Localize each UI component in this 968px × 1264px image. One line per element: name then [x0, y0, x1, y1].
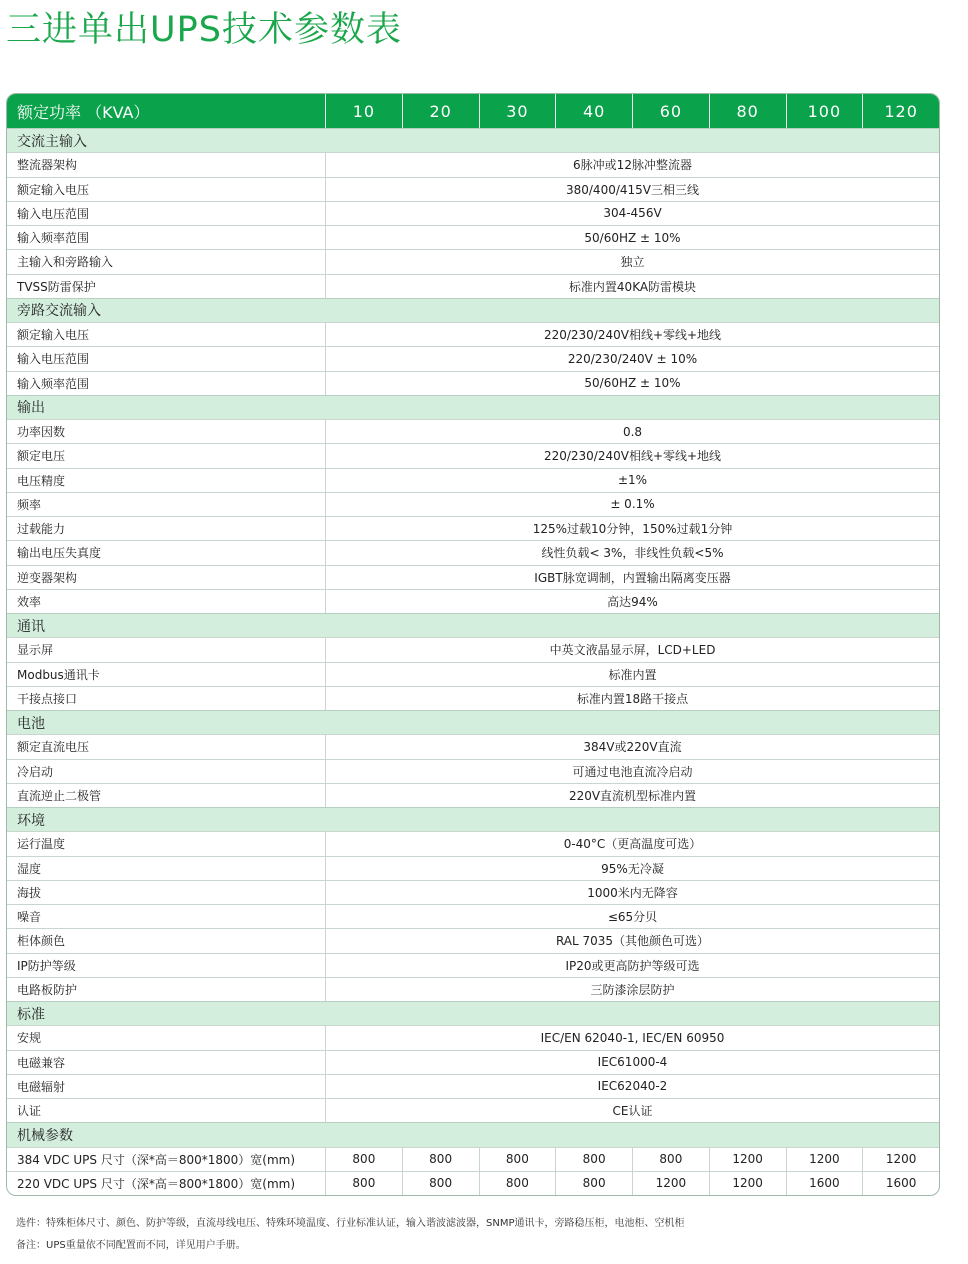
- table-row: [7, 540, 939, 564]
- row-label: 过载能力: [7, 517, 326, 540]
- table-row: [7, 662, 939, 686]
- header-capacity-column: 80: [710, 94, 787, 128]
- section-header: 机械参数: [7, 1122, 939, 1146]
- table-row: [7, 249, 939, 273]
- row-label: 安规: [7, 1026, 326, 1049]
- row-value: 可通过电池直流冷启动: [572, 764, 693, 779]
- row-value: 50/60HZ ± 10%: [584, 230, 681, 245]
- table-row: [7, 419, 939, 443]
- section-header: 通讯: [7, 613, 939, 637]
- row-label: 220 VDC UPS 尺寸（深*高＝800*1800）宽(mm): [7, 1172, 326, 1195]
- row-label: 直流逆止二极管: [7, 784, 326, 807]
- footnote-remark: 备注：UPS重量依不同配置而不同，详见用户手册。: [16, 1240, 246, 1251]
- row-value: 304-456V: [603, 206, 662, 221]
- table-row: [7, 201, 939, 225]
- row-label: Modbus通讯卡: [7, 663, 326, 686]
- row-value-cell: 800: [403, 1148, 480, 1171]
- row-label: 效率: [7, 590, 326, 613]
- row-values: [326, 1148, 939, 1171]
- row-label: 认证: [7, 1099, 326, 1122]
- spec-table: [6, 93, 940, 1196]
- row-value: 384V或220V直流: [583, 740, 682, 755]
- row-value: 95%无冷凝: [601, 861, 664, 876]
- row-value: 独立: [620, 255, 645, 270]
- row-value-cell: 800: [480, 1172, 557, 1195]
- row-value: 中英文液晶显示屏，LCD+LED: [549, 643, 716, 658]
- row-label: 输入频率范围: [7, 372, 326, 395]
- section-header: 电池: [7, 710, 939, 734]
- table-row: [7, 565, 939, 589]
- row-value: 125%过载10分钟，150%过载1分钟: [532, 522, 733, 537]
- section-header: 环境: [7, 807, 939, 831]
- row-value: 50/60HZ ± 10%: [584, 376, 681, 391]
- section-header: 旁路交流输入: [7, 298, 939, 322]
- table-row: [7, 953, 939, 977]
- row-value: 220/230/240V相线+零线+地线: [543, 449, 722, 464]
- table-row: [7, 686, 939, 710]
- row-value: 1000米内无降容: [587, 885, 678, 900]
- row-label: 输入频率范围: [7, 226, 326, 249]
- row-value: CE认证: [612, 1104, 653, 1119]
- table-row: [7, 1025, 939, 1049]
- row-value-cell: 1600: [885, 1176, 917, 1191]
- row-label: 噪音: [7, 905, 326, 928]
- row-value-cell: 1200: [787, 1148, 864, 1171]
- row-value: 三防漆涂层防护: [590, 982, 675, 997]
- table-row: [7, 783, 939, 807]
- table-row: [7, 443, 939, 467]
- row-value: ± 0.1%: [610, 497, 655, 512]
- row-value-cell: 800: [326, 1148, 403, 1171]
- header-capacity-column: 120: [884, 101, 918, 121]
- table-row: [7, 492, 939, 516]
- row-label: 电压精度: [7, 469, 326, 492]
- footnote-options: 选件：特殊柜体尺寸、颜色、防护等级，直流母线电压、特殊环境温度、行业标准认证，输入谐波滤波器，SNMP通讯卡，旁路稳压柜，电池柜、空机柜: [16, 1218, 685, 1229]
- row-value-cell: 800: [403, 1172, 480, 1195]
- row-value: RAL 7035（其他颜色可选）: [555, 934, 710, 949]
- section-header: 输出: [7, 395, 939, 419]
- row-value-cell: 1200: [885, 1152, 917, 1167]
- header-capacity-column: 60: [633, 94, 710, 128]
- row-value-cell: 800: [633, 1148, 710, 1171]
- header-capacity-column: 100: [787, 94, 864, 128]
- row-value-cell: 800: [480, 1148, 557, 1171]
- row-label: 额定输入电压: [7, 323, 326, 346]
- table-row: [7, 152, 939, 176]
- table-row: [7, 516, 939, 540]
- row-value-cell: 800: [556, 1148, 633, 1171]
- row-label: 电路板防护: [7, 978, 326, 1001]
- row-label: 柜体颜色: [7, 929, 326, 952]
- table-header-row: [7, 94, 939, 128]
- row-value: IEC62040-2: [597, 1079, 668, 1094]
- row-label: 逆变器架构: [7, 566, 326, 589]
- row-label: 干接点接口: [7, 687, 326, 710]
- row-value: ±1%: [617, 473, 648, 488]
- row-label: 海拔: [7, 881, 326, 904]
- row-value: IEC/EN 62040-1, IEC/EN 60950: [540, 1030, 725, 1045]
- row-label: TVSS防雷保护: [7, 275, 326, 298]
- table-row: [7, 928, 939, 952]
- row-value: 0.8: [622, 424, 643, 439]
- table-row: [7, 734, 939, 758]
- row-value-cell: 1600: [787, 1172, 864, 1195]
- row-value: 0-40°C（更高温度可选）: [563, 837, 702, 852]
- row-label: 输出电压失真度: [7, 541, 326, 564]
- table-row: [7, 322, 939, 346]
- row-label: 显示屏: [7, 638, 326, 661]
- table-row: [7, 856, 939, 880]
- section-header: 交流主输入: [7, 128, 939, 152]
- table-row: [7, 880, 939, 904]
- row-value: 标准内置40KA防雷模块: [568, 279, 697, 294]
- row-value: ≤65分贝: [607, 910, 658, 925]
- table-row: [7, 371, 939, 395]
- table-row: [7, 977, 939, 1001]
- row-label: 主输入和旁路输入: [7, 250, 326, 273]
- table-row: [7, 637, 939, 661]
- row-value-cell: 800: [326, 1172, 403, 1195]
- row-label: 整流器架构: [7, 153, 326, 176]
- page-title: 三进单出UPS技术参数表: [6, 10, 402, 50]
- row-value-cell: 1200: [633, 1172, 710, 1195]
- header-capacity-column: 30: [480, 94, 557, 128]
- row-value-cell: 1200: [710, 1148, 787, 1171]
- header-label: 额定功率 （KVA）: [7, 94, 326, 128]
- row-value: 220V直流机型标准内置: [568, 788, 697, 803]
- table-row: [7, 1171, 939, 1195]
- row-value: IGBT脉宽调制，内置输出隔离变压器: [534, 570, 731, 585]
- row-value: 高达94%: [607, 594, 658, 609]
- row-label: 384 VDC UPS 尺寸（深*高＝800*1800）宽(mm): [7, 1148, 326, 1171]
- row-value: 220/230/240V相线+零线+地线: [543, 328, 722, 343]
- table-row: [7, 225, 939, 249]
- table-row: [7, 177, 939, 201]
- row-label: 输入电压范围: [7, 202, 326, 225]
- table-row: [7, 759, 939, 783]
- table-row: [7, 1050, 939, 1074]
- row-value: 标准内置18路干接点: [576, 691, 689, 706]
- table-row: [7, 468, 939, 492]
- row-label: 运行温度: [7, 832, 326, 855]
- row-label: 电磁兼容: [7, 1051, 326, 1074]
- header-capacity-column: 20: [403, 94, 480, 128]
- row-value: 标准内置: [608, 667, 657, 682]
- row-value-cell: 800: [556, 1172, 633, 1195]
- row-value: 线性负载< 3%，非线性负载<5%: [541, 546, 724, 561]
- row-label: 频率: [7, 493, 326, 516]
- table-row: [7, 346, 939, 370]
- row-value: 380/400/415V三相三线: [565, 182, 699, 197]
- row-value: 220/230/240V ± 10%: [567, 351, 698, 366]
- row-label: 额定输入电压: [7, 178, 326, 201]
- row-label: 功率因数: [7, 420, 326, 443]
- table-row: [7, 589, 939, 613]
- table-row: [7, 1147, 939, 1171]
- row-label: 电磁辐射: [7, 1075, 326, 1098]
- row-value: 6脉冲或12脉冲整流器: [573, 158, 692, 173]
- row-value: IEC61000-4: [597, 1055, 668, 1070]
- row-label: 冷启动: [7, 760, 326, 783]
- table-row: [7, 831, 939, 855]
- row-label: 额定电压: [7, 444, 326, 467]
- row-value: IP20或更高防护等级可选: [565, 958, 700, 973]
- table-row: [7, 904, 939, 928]
- row-values: [326, 1172, 939, 1195]
- table-row: [7, 1098, 939, 1122]
- table-row: [7, 274, 939, 298]
- header-capacity-column: 10: [326, 94, 403, 128]
- row-label: 额定直流电压: [7, 735, 326, 758]
- row-label: 湿度: [7, 857, 326, 880]
- table-row: [7, 1074, 939, 1098]
- row-value-cell: 1200: [710, 1172, 787, 1195]
- row-label: 输入电压范围: [7, 347, 326, 370]
- row-label: IP防护等级: [7, 954, 326, 977]
- header-capacity-column: 40: [556, 94, 633, 128]
- section-header: 标准: [7, 1001, 939, 1025]
